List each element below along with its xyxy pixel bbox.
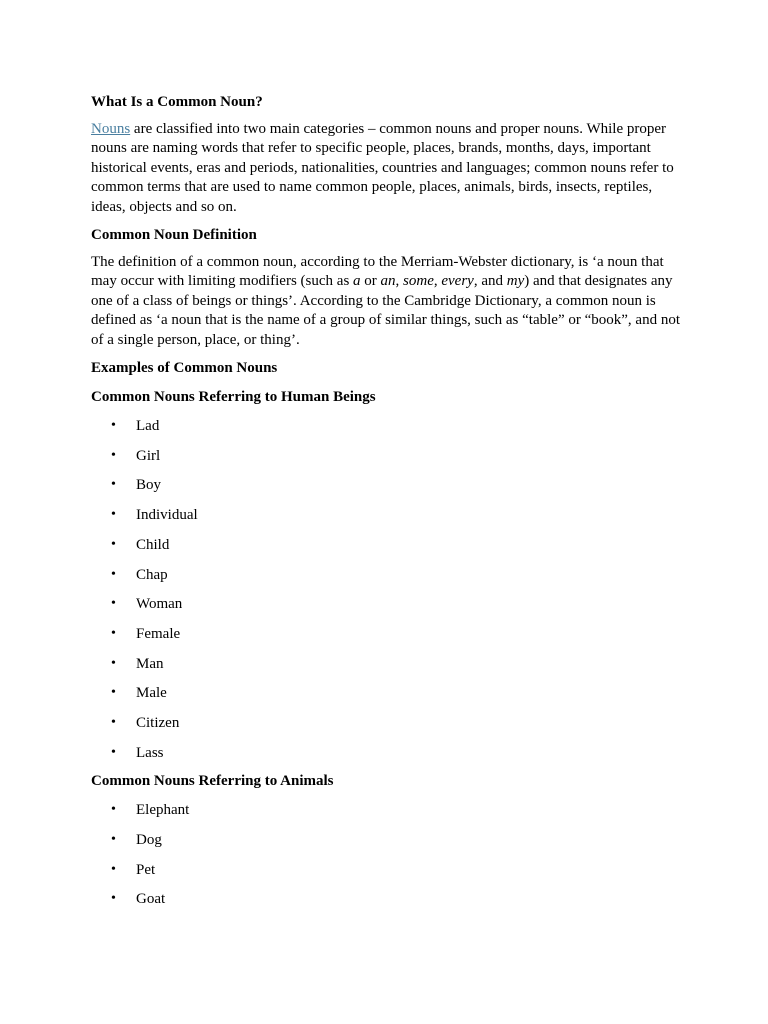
list-item-label: Goat: [136, 891, 166, 908]
bullet-icon: •: [111, 507, 116, 523]
bullet-icon: •: [111, 447, 116, 463]
list-item: [91, 594, 681, 624]
list-item-label: Dog: [136, 832, 162, 848]
list-item: [91, 475, 681, 505]
list-item: [91, 860, 681, 890]
bullet-icon: •: [111, 861, 116, 877]
document-page: [91, 92, 681, 919]
definition-comma-2: ,: [433, 273, 442, 290]
list-item: [91, 683, 681, 713]
definition-text-2: ) and that designates any one of a class of beings or things’. According to the Cambridge Dictionary, a common noun is defined as ‘a noun that is the name of a group of similar things, such as “table” or “book”, and not of a single person, place, or thing’.: [91, 273, 680, 348]
list-item-label: Boy: [136, 477, 162, 494]
list-item-label: Elephant: [136, 802, 190, 819]
modifier-every: every: [441, 273, 474, 290]
bullet-icon: •: [111, 625, 116, 641]
modifier-an: an: [380, 273, 396, 290]
list-item-label: Female: [136, 625, 181, 642]
definition-comma-1: ,: [395, 273, 404, 290]
list-item-label: Citizen: [136, 714, 180, 731]
bullet-icon: •: [111, 596, 116, 612]
bullet-icon: •: [111, 418, 116, 434]
list-item: [91, 446, 681, 476]
list-item: [91, 535, 681, 565]
bullet-icon: •: [111, 536, 116, 552]
human-beings-list: [91, 416, 681, 772]
list-item-label: Girl: [136, 447, 161, 464]
heading-human-beings: Common Nouns Referring to Human Beings: [91, 389, 376, 406]
definition-text-1: The definition of a common noun, according to the Merriam-Webster dictionary, is ‘a noun that may occur with limiting modifiers (such as: [91, 254, 664, 290]
list-item: [91, 830, 681, 860]
list-item: [91, 889, 681, 919]
nouns-link[interactable]: Nouns: [91, 121, 131, 137]
bullet-icon: •: [111, 655, 116, 671]
definition-paragraph: [91, 253, 681, 350]
list-item-label: Lad: [136, 418, 160, 435]
list-item-label: Woman: [136, 596, 183, 613]
list-item: [91, 800, 681, 830]
bullet-icon: •: [111, 891, 116, 907]
list-item: [91, 743, 681, 773]
bullet-icon: •: [111, 832, 116, 847]
heading-examples: Examples of Common Nouns: [91, 360, 278, 377]
list-item: [91, 416, 681, 446]
definition-or: or: [360, 273, 381, 290]
list-item-label: Chap: [136, 566, 168, 583]
intro-paragraph: [91, 120, 681, 217]
modifier-some: some: [403, 273, 434, 290]
modifier-my: my: [506, 273, 525, 290]
bullet-icon: •: [111, 477, 116, 493]
list-item-label: Individual: [136, 507, 198, 524]
animals-list: [91, 800, 681, 919]
list-item: [91, 565, 681, 595]
list-item: [91, 654, 681, 684]
list-item-label: Man: [136, 655, 164, 672]
intro-paragraph-text: are classified into two main categories – common nouns and proper nouns. While proper nouns are naming words that refer to specific people, places, brands, months, days, important historical events, eras and periods, nationalities, countries and languages; common nouns refer to common terms that are used to name common people, places, animals, birds, insects, reptiles, ideas, objects and so on.: [91, 121, 674, 215]
bullet-icon: •: [111, 744, 116, 760]
bullet-icon: •: [111, 685, 116, 701]
definition-and: , and: [473, 273, 507, 290]
heading-what-is-common-noun: What Is a Common Noun?: [91, 94, 263, 110]
list-item-label: Lass: [136, 744, 164, 761]
list-item-label: Child: [136, 536, 170, 553]
bullet-icon: •: [111, 802, 116, 818]
list-item: [91, 713, 681, 743]
list-item: [91, 624, 681, 654]
bullet-icon: •: [111, 566, 116, 582]
list-item-label: Pet: [136, 861, 156, 878]
bullet-icon: •: [111, 714, 116, 730]
list-item: [91, 505, 681, 535]
modifier-a: a: [353, 273, 361, 290]
heading-common-noun-definition: Common Noun Definition: [91, 227, 257, 244]
list-item-label: Male: [136, 685, 167, 702]
heading-animals: Common Nouns Referring to Animals: [91, 773, 334, 790]
